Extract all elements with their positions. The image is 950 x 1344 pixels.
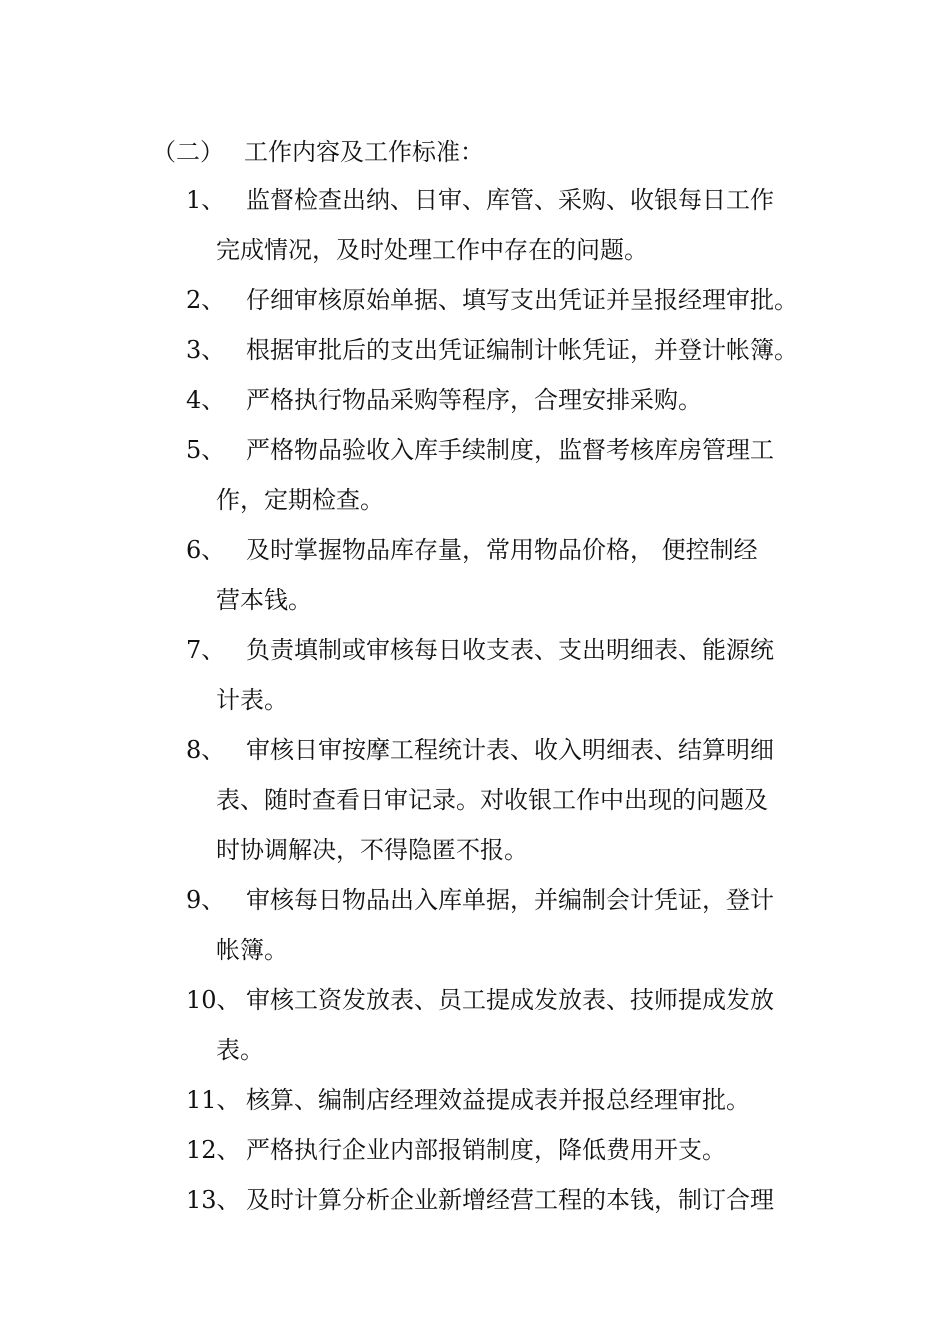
item-text-line: 根据审批后的支出凭证编制计帐凭证，并登计帐簿。 <box>246 336 798 364</box>
item-text <box>246 375 846 425</box>
item-number: 8、 <box>186 736 226 764</box>
list-item <box>186 175 846 275</box>
list-item <box>186 325 846 375</box>
item-number: 4、 <box>186 386 226 414</box>
item-text <box>216 625 846 725</box>
item-text-line: 核算、编制店经理效益提成表并报总经理审批。 <box>246 1086 750 1114</box>
duty-list <box>186 175 846 1225</box>
item-text-line: 严格执行物品采购等程序，合理安排采购。 <box>246 386 702 414</box>
item-text <box>216 725 846 875</box>
list-item <box>186 975 846 1075</box>
item-text-line: 仔细审核原始单据、填写支出凭证并呈报经理审批。 <box>246 286 798 314</box>
item-number: 7、 <box>186 636 226 664</box>
item-text-line: 及时计算分析企业新增经营工程的本钱，制订合理 <box>246 1186 774 1214</box>
item-number: 5、 <box>186 436 226 464</box>
item-text-line: 审核日审按摩工程统计表、收入明细表、结算明细 <box>246 736 774 764</box>
list-item <box>186 1075 846 1125</box>
item-text-line: 监督检查出纳、日审、库管、采购、收银每日工作 <box>246 186 774 214</box>
list-item <box>186 1125 846 1175</box>
item-text <box>246 1175 846 1225</box>
section-heading <box>152 132 484 172</box>
item-text <box>216 425 846 525</box>
item-text-line: 帐簿。 <box>216 936 288 964</box>
item-text-line: 表。 <box>216 1036 264 1064</box>
item-number: 3、 <box>186 336 226 364</box>
item-text-line: 及时掌握物品库存量，常用物品价格， 便控制经 <box>246 536 758 564</box>
item-text <box>216 525 846 625</box>
item-number: 1、 <box>186 186 226 214</box>
item-text-line: 负责填制或审核每日收支表、支出明细表、能源统 <box>246 636 774 664</box>
list-item <box>186 625 846 725</box>
item-number: 11、 <box>186 1086 241 1114</box>
item-text <box>246 275 846 325</box>
item-text-line: 作，定期检查。 <box>216 486 384 514</box>
item-text <box>246 1075 846 1125</box>
list-item <box>186 875 846 975</box>
item-text <box>216 875 846 975</box>
list-item <box>186 275 846 325</box>
item-number: 10、 <box>186 986 241 1014</box>
list-item <box>186 425 846 525</box>
item-text-line: 严格执行企业内部报销制度，降低费用开支。 <box>246 1136 726 1164</box>
item-number: 13、 <box>186 1186 241 1214</box>
item-text-line: 审核工资发放表、员工提成发放表、技师提成发放 <box>246 986 774 1014</box>
item-number: 12、 <box>186 1136 241 1164</box>
item-text <box>246 1125 846 1175</box>
item-text-line: 审核每日物品出入库单据，并编制会计凭证，登计 <box>246 886 774 914</box>
item-text <box>216 175 846 275</box>
list-item <box>186 725 846 875</box>
item-text-line: 营本钱。 <box>216 586 312 614</box>
item-text-line: 计表。 <box>216 686 288 714</box>
list-item <box>186 525 846 625</box>
item-text <box>246 325 846 375</box>
item-text-line: 完成情况，及时处理工作中存在的问题。 <box>216 236 648 264</box>
item-text-line: 严格物品验收入库手续制度，监督考核库房管理工 <box>246 436 774 464</box>
item-text <box>216 975 846 1075</box>
item-number: 6、 <box>186 536 226 564</box>
list-item <box>186 1175 846 1225</box>
item-number: 2、 <box>186 286 226 314</box>
section-title: 工作内容及工作标准： <box>244 138 484 166</box>
item-text-line: 时协调解决，不得隐匿不报。 <box>216 836 528 864</box>
item-text-line: 表、随时查看日审记录。对收银工作中出现的问题及 <box>216 786 768 814</box>
section-number: （二） <box>152 138 224 166</box>
list-item <box>186 375 846 425</box>
item-number: 9、 <box>186 886 226 914</box>
